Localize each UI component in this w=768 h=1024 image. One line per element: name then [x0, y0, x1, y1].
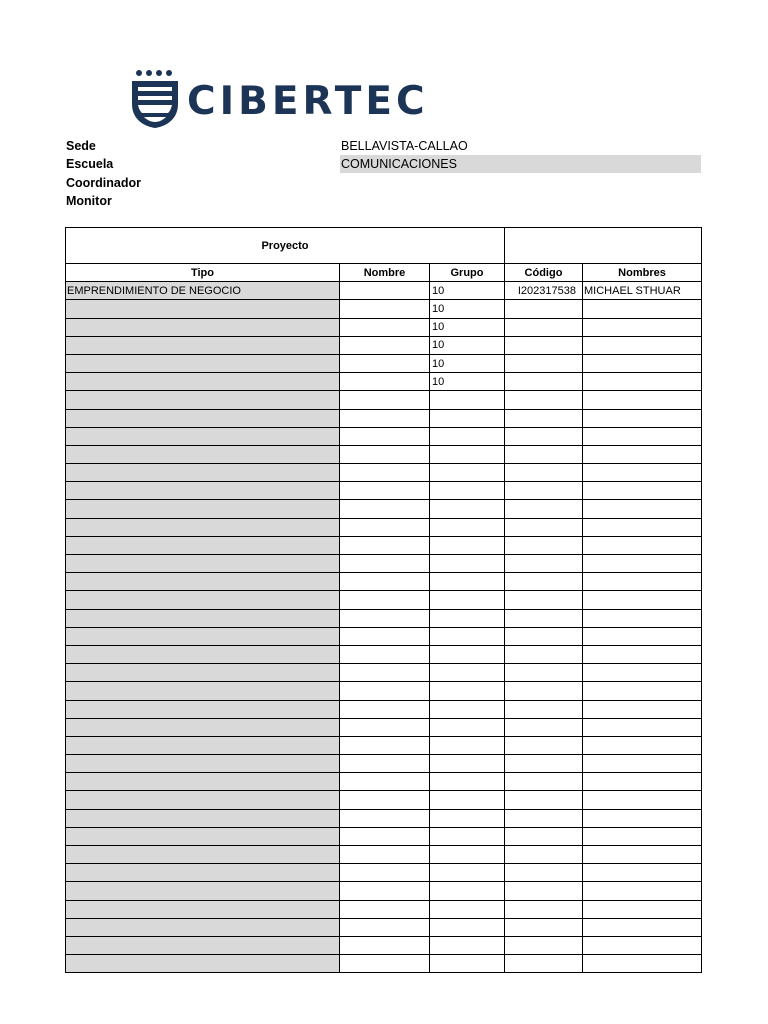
- column-header: Tipo: [66, 264, 340, 282]
- cell-nombres[interactable]: [583, 555, 702, 573]
- cell-nombre[interactable]: [340, 555, 430, 573]
- cell-nombre[interactable]: [340, 773, 430, 791]
- header-info: [66, 137, 706, 210]
- cell-grupo[interactable]: [430, 755, 505, 773]
- cell-nombres[interactable]: [583, 664, 702, 682]
- cell-nombres[interactable]: [583, 682, 702, 700]
- cell-codigo[interactable]: [505, 773, 583, 791]
- project-header-blank: [505, 228, 702, 264]
- cell-codigo[interactable]: [505, 318, 583, 336]
- cell-codigo[interactable]: [505, 755, 583, 773]
- cell-tipo[interactable]: [66, 682, 340, 700]
- cell-codigo[interactable]: [505, 500, 583, 518]
- cell-grupo[interactable]: 10: [430, 300, 505, 318]
- cell-tipo[interactable]: [66, 736, 340, 754]
- cell-nombre[interactable]: [340, 518, 430, 536]
- cell-nombre[interactable]: [340, 809, 430, 827]
- cell-tipo[interactable]: [66, 336, 340, 354]
- cell-nombres[interactable]: [583, 427, 702, 445]
- cell-nombres[interactable]: [583, 409, 702, 427]
- cell-codigo[interactable]: [505, 955, 583, 973]
- cell-nombre[interactable]: [340, 500, 430, 518]
- cell-nombre[interactable]: [340, 918, 430, 936]
- cell-tipo[interactable]: [66, 427, 340, 445]
- cell-nombres[interactable]: [583, 300, 702, 318]
- cell-nombres[interactable]: [583, 573, 702, 591]
- info-row-escuela: [66, 155, 706, 173]
- cell-codigo[interactable]: [505, 354, 583, 372]
- table-row: [66, 791, 702, 809]
- cell-tipo[interactable]: [66, 464, 340, 482]
- cell-nombres[interactable]: [583, 627, 702, 645]
- cell-nombres[interactable]: [583, 809, 702, 827]
- cell-tipo[interactable]: [66, 936, 340, 954]
- cell-grupo[interactable]: 10: [430, 318, 505, 336]
- cell-tipo[interactable]: [66, 518, 340, 536]
- cell-grupo[interactable]: [430, 882, 505, 900]
- cell-nombres[interactable]: [583, 918, 702, 936]
- cell-nombre[interactable]: [340, 664, 430, 682]
- cell-grupo[interactable]: [430, 391, 505, 409]
- cell-codigo[interactable]: [505, 736, 583, 754]
- cell-nombres[interactable]: [583, 445, 702, 463]
- cell-tipo[interactable]: [66, 627, 340, 645]
- cell-codigo[interactable]: [505, 864, 583, 882]
- cell-codigo[interactable]: [505, 718, 583, 736]
- column-header: Grupo: [430, 264, 505, 282]
- cell-nombres[interactable]: [583, 318, 702, 336]
- cell-nombre[interactable]: [340, 573, 430, 591]
- column-header: Código: [505, 264, 583, 282]
- cell-nombres[interactable]: MICHAEL STHUAR: [583, 282, 702, 300]
- table-row: [66, 609, 702, 627]
- cell-tipo[interactable]: [66, 955, 340, 973]
- cell-tipo[interactable]: [66, 318, 340, 336]
- cell-grupo[interactable]: [430, 918, 505, 936]
- cell-nombres[interactable]: [583, 773, 702, 791]
- table-row: [66, 482, 702, 500]
- cell-codigo[interactable]: [505, 518, 583, 536]
- info-value: BELLAVISTA-CALLAO: [341, 139, 468, 153]
- cell-nombre[interactable]: [340, 718, 430, 736]
- project-table: [65, 227, 702, 973]
- cell-nombres[interactable]: [583, 391, 702, 409]
- cell-tipo[interactable]: [66, 409, 340, 427]
- cell-grupo[interactable]: [430, 591, 505, 609]
- cell-nombres[interactable]: [583, 609, 702, 627]
- info-value: [340, 174, 701, 192]
- table-row: [66, 427, 702, 445]
- table-row: [66, 718, 702, 736]
- cell-nombre[interactable]: [340, 864, 430, 882]
- cell-grupo[interactable]: [430, 500, 505, 518]
- cell-codigo[interactable]: [505, 900, 583, 918]
- table-row: [66, 300, 702, 318]
- cell-grupo[interactable]: [430, 864, 505, 882]
- cell-nombres[interactable]: [583, 882, 702, 900]
- cell-grupo[interactable]: [430, 518, 505, 536]
- cell-nombre[interactable]: [340, 736, 430, 754]
- cell-tipo[interactable]: [66, 573, 340, 591]
- cell-nombres[interactable]: [583, 791, 702, 809]
- table-body: [66, 282, 702, 973]
- cell-codigo[interactable]: [505, 627, 583, 645]
- table-row: [66, 445, 702, 463]
- cell-codigo[interactable]: [505, 445, 583, 463]
- table-row: [66, 282, 702, 300]
- info-label: Sede: [66, 139, 96, 153]
- cell-tipo[interactable]: [66, 445, 340, 463]
- info-value: COMUNICACIONES: [340, 155, 701, 173]
- table-row: [66, 391, 702, 409]
- cell-tipo[interactable]: [66, 791, 340, 809]
- table-row: [66, 827, 702, 845]
- cell-codigo[interactable]: [505, 336, 583, 354]
- cell-codigo[interactable]: [505, 918, 583, 936]
- cell-tipo[interactable]: [66, 755, 340, 773]
- table-row: [66, 755, 702, 773]
- cell-tipo[interactable]: [66, 718, 340, 736]
- info-row-sede: [66, 137, 706, 155]
- table-row: [66, 409, 702, 427]
- cell-tipo[interactable]: [66, 864, 340, 882]
- cell-nombre[interactable]: [340, 900, 430, 918]
- cell-nombre[interactable]: [340, 536, 430, 554]
- cell-tipo[interactable]: [66, 391, 340, 409]
- cell-nombres[interactable]: [583, 846, 702, 864]
- cell-codigo[interactable]: [505, 409, 583, 427]
- cell-codigo[interactable]: [505, 555, 583, 573]
- cell-nombre[interactable]: [340, 409, 430, 427]
- cell-codigo[interactable]: [505, 536, 583, 554]
- cell-codigo[interactable]: I202317538: [505, 282, 583, 300]
- cell-grupo[interactable]: [430, 609, 505, 627]
- cell-tipo[interactable]: [66, 555, 340, 573]
- table-row: [66, 809, 702, 827]
- cell-nombre[interactable]: [340, 354, 430, 372]
- cell-tipo[interactable]: [66, 373, 340, 391]
- cell-nombre[interactable]: [340, 682, 430, 700]
- cell-grupo[interactable]: [430, 664, 505, 682]
- cell-grupo[interactable]: [430, 464, 505, 482]
- table-row: [66, 700, 702, 718]
- column-header: Nombres: [583, 264, 702, 282]
- cell-tipo[interactable]: [66, 645, 340, 663]
- table-row: [66, 846, 702, 864]
- cell-codigo[interactable]: [505, 882, 583, 900]
- cell-grupo[interactable]: 10: [430, 282, 505, 300]
- cell-grupo[interactable]: [430, 427, 505, 445]
- cell-nombres[interactable]: [583, 864, 702, 882]
- cell-nombre[interactable]: [340, 846, 430, 864]
- cell-grupo[interactable]: [430, 773, 505, 791]
- cell-nombres[interactable]: [583, 936, 702, 954]
- info-row-coordinador: [66, 174, 706, 192]
- cell-nombre[interactable]: [340, 336, 430, 354]
- cell-codigo[interactable]: [505, 645, 583, 663]
- table-row: [66, 627, 702, 645]
- cell-nombre[interactable]: [340, 936, 430, 954]
- cell-grupo[interactable]: [430, 718, 505, 736]
- column-header: Nombre: [340, 264, 430, 282]
- table-row: [66, 464, 702, 482]
- cell-grupo[interactable]: [430, 827, 505, 845]
- cell-nombre[interactable]: [340, 427, 430, 445]
- cell-tipo[interactable]: [66, 809, 340, 827]
- cell-nombres[interactable]: [583, 373, 702, 391]
- cell-codigo[interactable]: [505, 700, 583, 718]
- cell-nombres[interactable]: [583, 354, 702, 372]
- cell-nombres[interactable]: [583, 827, 702, 845]
- cell-grupo[interactable]: [430, 536, 505, 554]
- table-row: [66, 336, 702, 354]
- table-row: [66, 864, 702, 882]
- cell-nombre[interactable]: [340, 827, 430, 845]
- cell-tipo[interactable]: [66, 609, 340, 627]
- table-row: [66, 664, 702, 682]
- table-row: [66, 591, 702, 609]
- cell-grupo[interactable]: [430, 809, 505, 827]
- cell-grupo[interactable]: [430, 445, 505, 463]
- cell-nombres[interactable]: [583, 482, 702, 500]
- table-row: [66, 518, 702, 536]
- cell-nombres[interactable]: [583, 900, 702, 918]
- table-row: [66, 918, 702, 936]
- table-row: [66, 773, 702, 791]
- cell-nombre[interactable]: [340, 882, 430, 900]
- cell-codigo[interactable]: [505, 809, 583, 827]
- cell-nombres[interactable]: [583, 718, 702, 736]
- cell-tipo[interactable]: [66, 827, 340, 845]
- cell-nombre[interactable]: [340, 591, 430, 609]
- cell-nombres[interactable]: [583, 518, 702, 536]
- cell-nombre[interactable]: [340, 645, 430, 663]
- cell-nombre[interactable]: [340, 955, 430, 973]
- cell-tipo[interactable]: EMPRENDIMIENTO DE NEGOCIO: [66, 282, 340, 300]
- cell-grupo[interactable]: [430, 645, 505, 663]
- cell-codigo[interactable]: [505, 300, 583, 318]
- cell-nombre[interactable]: [340, 791, 430, 809]
- info-label: Monitor: [66, 193, 112, 208]
- cell-grupo[interactable]: [430, 555, 505, 573]
- cell-grupo[interactable]: [430, 846, 505, 864]
- cell-grupo[interactable]: [430, 682, 505, 700]
- cell-grupo[interactable]: [430, 627, 505, 645]
- cibertec-shield-icon: [130, 68, 180, 130]
- table-row: [66, 900, 702, 918]
- table-row: [66, 354, 702, 372]
- cell-grupo[interactable]: [430, 900, 505, 918]
- cell-nombres[interactable]: [583, 536, 702, 554]
- cell-nombre[interactable]: [340, 755, 430, 773]
- cell-nombre[interactable]: [340, 482, 430, 500]
- cell-grupo[interactable]: 10: [430, 354, 505, 372]
- cell-nombre[interactable]: [340, 373, 430, 391]
- cell-codigo[interactable]: [505, 464, 583, 482]
- cell-tipo[interactable]: [66, 536, 340, 554]
- cell-nombres[interactable]: [583, 755, 702, 773]
- cell-nombres[interactable]: [583, 736, 702, 754]
- cell-tipo[interactable]: [66, 700, 340, 718]
- cell-codigo[interactable]: [505, 427, 583, 445]
- table-row: [66, 882, 702, 900]
- column-headers: [66, 264, 702, 282]
- cell-nombres[interactable]: [583, 591, 702, 609]
- cell-codigo[interactable]: [505, 846, 583, 864]
- cell-tipo[interactable]: [66, 591, 340, 609]
- cell-nombres[interactable]: [583, 955, 702, 973]
- cell-nombre[interactable]: [340, 445, 430, 463]
- project-header: Proyecto: [66, 228, 505, 264]
- cell-nombre[interactable]: [340, 609, 430, 627]
- table-row: [66, 645, 702, 663]
- cell-tipo[interactable]: [66, 354, 340, 372]
- table-row: [66, 500, 702, 518]
- cell-codigo[interactable]: [505, 391, 583, 409]
- cell-nombre[interactable]: [340, 464, 430, 482]
- cell-tipo[interactable]: [66, 500, 340, 518]
- table-row: [66, 573, 702, 591]
- cell-grupo[interactable]: [430, 791, 505, 809]
- info-value: [340, 192, 701, 210]
- cell-grupo[interactable]: [430, 936, 505, 954]
- info-label: Escuela: [66, 157, 114, 172]
- cell-nombre[interactable]: [340, 391, 430, 409]
- table-row: [66, 736, 702, 754]
- cell-codigo[interactable]: [505, 573, 583, 591]
- cell-grupo[interactable]: 10: [430, 373, 505, 391]
- table-row: [66, 536, 702, 554]
- cell-nombres[interactable]: [583, 464, 702, 482]
- table-row: [66, 318, 702, 336]
- cell-nombres[interactable]: [583, 500, 702, 518]
- cell-nombre[interactable]: [340, 282, 430, 300]
- cell-tipo[interactable]: [66, 882, 340, 900]
- cell-nombre[interactable]: [340, 300, 430, 318]
- table-row: [66, 936, 702, 954]
- cell-nombres[interactable]: [583, 700, 702, 718]
- info-label: Coordinador: [66, 175, 141, 190]
- cell-grupo[interactable]: [430, 700, 505, 718]
- cell-tipo[interactable]: [66, 664, 340, 682]
- cibertec-wordmark: CIBERTEC: [187, 79, 429, 124]
- table-row: [66, 682, 702, 700]
- cell-grupo[interactable]: [430, 736, 505, 754]
- cell-codigo[interactable]: [505, 664, 583, 682]
- cell-codigo[interactable]: [505, 936, 583, 954]
- cell-tipo[interactable]: [66, 300, 340, 318]
- cell-codigo[interactable]: [505, 827, 583, 845]
- cell-codigo[interactable]: [505, 682, 583, 700]
- cell-tipo[interactable]: [66, 900, 340, 918]
- cell-nombre[interactable]: [340, 700, 430, 718]
- table-row: [66, 373, 702, 391]
- cell-tipo[interactable]: [66, 918, 340, 936]
- cell-grupo[interactable]: [430, 955, 505, 973]
- cell-grupo[interactable]: [430, 409, 505, 427]
- cell-codigo[interactable]: [505, 791, 583, 809]
- cell-nombre[interactable]: [340, 627, 430, 645]
- cell-nombre[interactable]: [340, 318, 430, 336]
- cell-tipo[interactable]: [66, 482, 340, 500]
- cell-nombres[interactable]: [583, 336, 702, 354]
- table-row: [66, 955, 702, 973]
- cell-grupo[interactable]: [430, 482, 505, 500]
- cell-codigo[interactable]: [505, 373, 583, 391]
- info-row-monitor: [66, 192, 706, 210]
- cell-tipo[interactable]: [66, 773, 340, 791]
- cell-codigo[interactable]: [505, 591, 583, 609]
- cell-tipo[interactable]: [66, 846, 340, 864]
- cell-nombres[interactable]: [583, 645, 702, 663]
- cell-codigo[interactable]: [505, 482, 583, 500]
- cell-grupo[interactable]: 10: [430, 336, 505, 354]
- table-row: [66, 555, 702, 573]
- cibertec-logo: [130, 68, 430, 132]
- cell-codigo[interactable]: [505, 609, 583, 627]
- cell-grupo[interactable]: [430, 573, 505, 591]
